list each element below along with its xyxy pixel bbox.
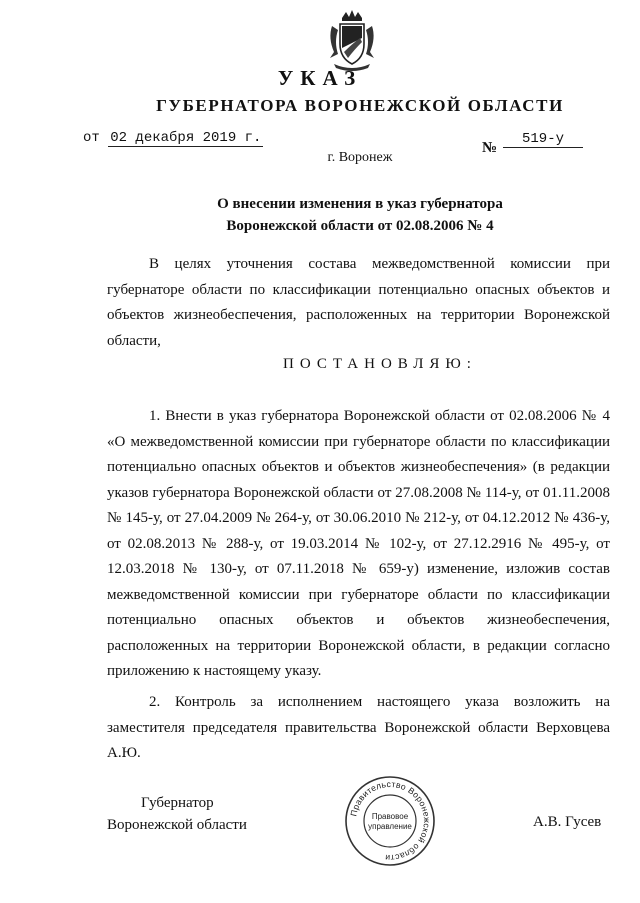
round-seal-icon: [344, 775, 436, 867]
signature-title-line-1: Губернатор: [141, 795, 214, 811]
date-suffix: г.: [244, 130, 262, 146]
document-title: УКАЗ: [277, 66, 363, 90]
heading-line-2: Воронежской области от 02.08.2006 № 4: [226, 218, 494, 234]
svg-text:управление: управление: [368, 822, 412, 831]
intro-paragraph: В целях уточнения состава межведомственной комиссии при губернаторе области по классификации потенциально опасных объектов и объектов жизнеобеспечения, расположенных на территории Воронежской области,: [107, 256, 610, 349]
signature-title-line-2: Воронежской области: [107, 817, 247, 833]
coat-of-arms-icon: [324, 8, 380, 72]
date-prefix: от: [83, 130, 100, 146]
heading-line-1: О внесении изменения в указ губернатора: [217, 196, 503, 212]
date-row: [83, 130, 263, 147]
paragraph-2: 2. Контроль за исполнением настоящего указа возложить на заместителя председателя правительства Воронежской области Верховцева А.Ю.: [107, 694, 610, 761]
signature-title: [107, 792, 247, 836]
signature-name: А.В. Гусев: [533, 814, 602, 830]
decree-word: ПОСТАНОВЛЯЮ:: [283, 356, 477, 372]
document-number: 519-у: [503, 131, 583, 148]
svg-text:Правовое: Правовое: [371, 812, 409, 821]
svg-text:Правительство Воронежской обла: Правительство Воронежской области: [348, 778, 433, 864]
document-date: [108, 130, 263, 147]
number-label: №: [482, 140, 498, 156]
document-heading: [0, 193, 640, 237]
document-subtitle: ГУБЕРНАТОРА ВОРОНЕЖСКОЙ ОБЛАСТИ: [156, 96, 564, 115]
date-value: 02 декабря 2019: [110, 130, 237, 146]
city: г. Воронеж: [327, 150, 393, 165]
paragraph-1: 1. Внести в указ губернатора Воронежской области от 02.08.2006 № 4 «О межведомственной комиссии при губернаторе области по классификации потенциально опасных объектов и объектов жизнеобеспечения» (в редакции указов губернатора Воронежской области от 27.08.2008 № 114-у, от 01.11.2008 № 145-у, от 27.04.2009 № 264-у, от 30.06.2010 № 212-у, от 04.12.2012 № 436-у, от 02.08.2013 № 288-у, от 19.03.2014 № 102-у, от 27.12.2916 № 495-у, от 12.03.2018 № 130-у, от 07.11.2018 № 659-у) изменение, изложив состав межведомственной комиссии при губернаторе области по классификации потенциально опасных объектов и объектов жизнеобеспечения, расположенных на территории Воронежской области, в редакции согласно приложению к настоящему указу.: [107, 408, 610, 679]
